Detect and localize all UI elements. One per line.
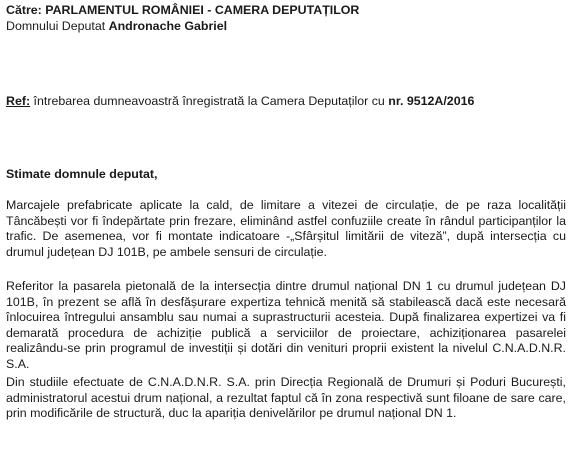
salutation: Stimate domnule deputat, (6, 167, 158, 181)
reference-line (6, 94, 474, 110)
recipient-line (6, 3, 359, 19)
paragraph-2 (6, 279, 566, 373)
recipient-org: PARLAMENTUL ROMÂNIEI - CAMERA DEPUTAȚILOR (45, 3, 360, 17)
reference-number: nr. 9512A/2016 (388, 94, 475, 108)
paragraph-1 (6, 198, 566, 260)
paragraph-1-text: Marcajele prefabricate aplicate la cald, de limitare a vitezei de circulație, de pe raza localității Tâncăbești vor fi îndepărtate prin frezare, eliminând astfel confuziile create în rândul participanților la trafic. De asemenea, vor fi montate indicatoare -„Sfârșitul limitării de viteză”, după intersecția cu drumul județean DJ 101B, pe ambele sensuri de circulație. (6, 198, 566, 259)
reference-text: întrebarea dumneavoastră înregistrată la Camera Deputaților cu (33, 94, 385, 108)
paragraph-2-text: Referitor la pasarela pietonală de la intersecția dintre drumul național DN 1 cu drumul județean DJ 101B, în prezent se află în desfășurare expertiza tehnică menită să stabilească dacă este necesară înlocuirea întregului ansamblu sau numai a suprastructurii acesteia. După finalizarea expertizei va fi demarată procedura de achiziție publică a serviciilor de proiectare, achiziționarea pasarelei realizându-se prin programul de investiții și dotări din venituri proprii existent la nivelul C.N.A.D.N.R. S.A. (6, 279, 566, 371)
addressee-line (6, 19, 227, 35)
addressee-prefix: Domnului Deputat (6, 19, 106, 33)
addressee-name: Andronache Gabriel (108, 19, 228, 33)
paragraph-3 (6, 375, 566, 422)
recipient-prefix: Către: (6, 3, 42, 17)
reference-label: Ref: (6, 94, 31, 108)
paragraph-3-text: Din studiile efectuate de C.N.A.D.N.R. S.A. prin Direcția Regională de Drumuri și Poduri București, administratorul acestui drum național, a rezultat faptul că în zona respectivă sunt filoane de sare care, prin modificările de structură, duc la apariția denivelărilor pe drumul național DN 1. (6, 375, 566, 421)
